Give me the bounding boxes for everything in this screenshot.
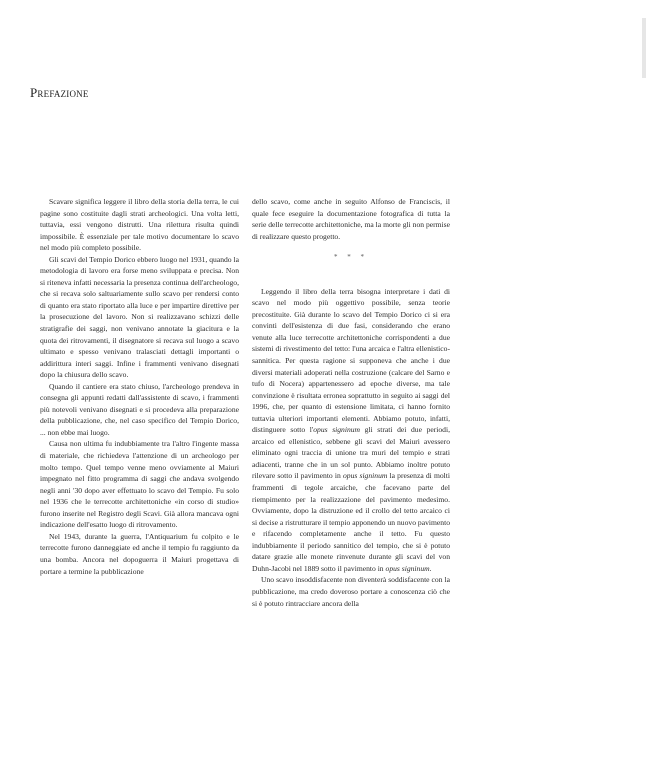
right-column bbox=[252, 196, 450, 609]
text-span: Leggendo il libro della terra bisogna interpretare i dati di scavo nel modo più oggettivo possibile, senza teorie precostituite. Già durante lo scavo del Tempio Dorico ci si era convinti dell'esistenza di due fasi, considerando che erano venute alla luce terrecotte architettoniche corrispondenti a due sistemi di rivestimento del tetto: l'una arcaica e l'altra ellenistico-sannitica. Per questa ragione si supponeva che anche i due diversi materiali adoperati nella costruzione (calcare del Sarno e tufo di Nocera) appartenessero ad epoche diverse, ma tale convinzione è risultata erronea soprattutto in seguito ai saggi del 1996, che, per quanto di estensione limitata, ci hanno fornito tuttavia ulteriori importanti elementi. Abbiamo potuto, infatti, distinguere sotto l' bbox=[252, 286, 450, 435]
paragraph: Nel 1943, durante la guerra, l'Antiquarium fu colpito e le terrecotte furono danneggiate ed anche il tempio fu raggiunto da una bomba. Ancora nel dopoguerra il Maiuri progettava di portare a termine la pubblicazione bbox=[40, 531, 239, 576]
paragraph bbox=[252, 286, 450, 575]
italic-term: opus signinum bbox=[313, 425, 361, 435]
paragraph: Causa non ultima fu indubbiamente tra l'altro l'ingente massa di materiale, che richiedeva l'attenzione di un archeologo per molto tempo. Quel tempo venne meno ovviamente al Maiuri impegnato nel fitto programma di saggi che andava svolgendo negli anni '30 dopo aver effettuato lo scavo del Tempio. Fu solo nel 1936 che le terrecotte architettoniche «in corso di studio» furono inserite nel Registro degli Scavi. Già allora mancava ogni indicazione dell'esatto luogo di ritrovamento. bbox=[40, 439, 239, 530]
italic-term: opus signinum bbox=[342, 471, 388, 481]
page-edge-shadow bbox=[642, 18, 646, 78]
paragraph: Scavare significa leggere il libro della storia della terra, le cui pagine sono costituite dagli strati archeologici. Una volta letti, tuttavia, essi vengono distrutti. Una rilettura risulta quindi impossibile. È essenziale per tale motivo documentare lo scavo nel modo più completo possibile. bbox=[40, 197, 239, 253]
text-span: gli strati dei due periodi, arcaico ed ellenistico, sebbene gli scavi del Maiuri avessero eliminato ogni traccia di unione tra muri del tempio e strati adiacenti, tranne che in un sol punto. Abbiamo inoltre potuto rilevare sotto il pavimento in bbox=[252, 425, 450, 481]
text-span: . bbox=[429, 563, 432, 573]
left-column bbox=[40, 196, 239, 577]
paragraph: Gli scavi del Tempio Dorico ebbero luogo nel 1931, quando la metodologia di lavoro era forse meno sviluppata e precisa. Non si riteneva infatti necessaria la presenza continua dell'archeologo, che si recava solo saltuariamente sullo scavo per rendersi conto di quanto era stato riportato alla luce e per impartire direttive per la prosecuzione del lavoro. Non si realizzavano schizzi delle stratigrafie dei saggi, non venivano annotate la giacitura e la quota dei ritrovamenti, il disegnatore si recava sul luogo a scavo ultimato e spesso venivano tralasciati dettagli importanti o addirittura interi saggi. Infine i frammenti venivano disegnati dopo la chiusura dello scavo. bbox=[40, 254, 239, 380]
text-span: la presenza di molti frammenti di tegole arcaiche, che facevano parte del riempimento per la realizzazione del pavimento medesimo. Ovviamente, dopo la distruzione ed il crollo del tetto arcaico ci si decise a ristrutturare il tempio apponendo un nuovo pavimento e rifacendo completamente anche il tetto. Fu questo indubbiamente il periodo sannitico del tempio, che si è potuto datare grazie alle monete rinvenute durante gli scavi del von Duhn-Jacobi nel 1889 sotto il pavimento in bbox=[252, 471, 450, 573]
paragraph-continued: dello scavo, come anche in seguito Alfonso de Franciscis, il quale fece eseguire la documentazione fotografica di tutta la serie delle terrecotte architettoniche, ma la morte gli non permise di realizzare questo progetto. bbox=[252, 197, 450, 241]
italic-term: opus signinum bbox=[385, 563, 430, 573]
section-separator: * * * bbox=[334, 253, 368, 262]
paragraph: Uno scavo insoddisfacente non diventerà soddisfacente con la pubblicazione, ma credo doveroso portare a conoscenza ciò che si è potuto rintracciare ancora della bbox=[252, 575, 450, 608]
paragraph: Quando il cantiere era stato chiuso, l'archeologo prendeva in consegna gli appunti redatti dall'assistente di scavo, i frammenti più notevoli venivano disegnati e si procedeva alla preparazione della pubblicazione, che, nel caso specifico del Tempio Dorico, ... non ebbe mai luogo. bbox=[40, 381, 239, 437]
page-title: Prefazione bbox=[30, 85, 89, 100]
